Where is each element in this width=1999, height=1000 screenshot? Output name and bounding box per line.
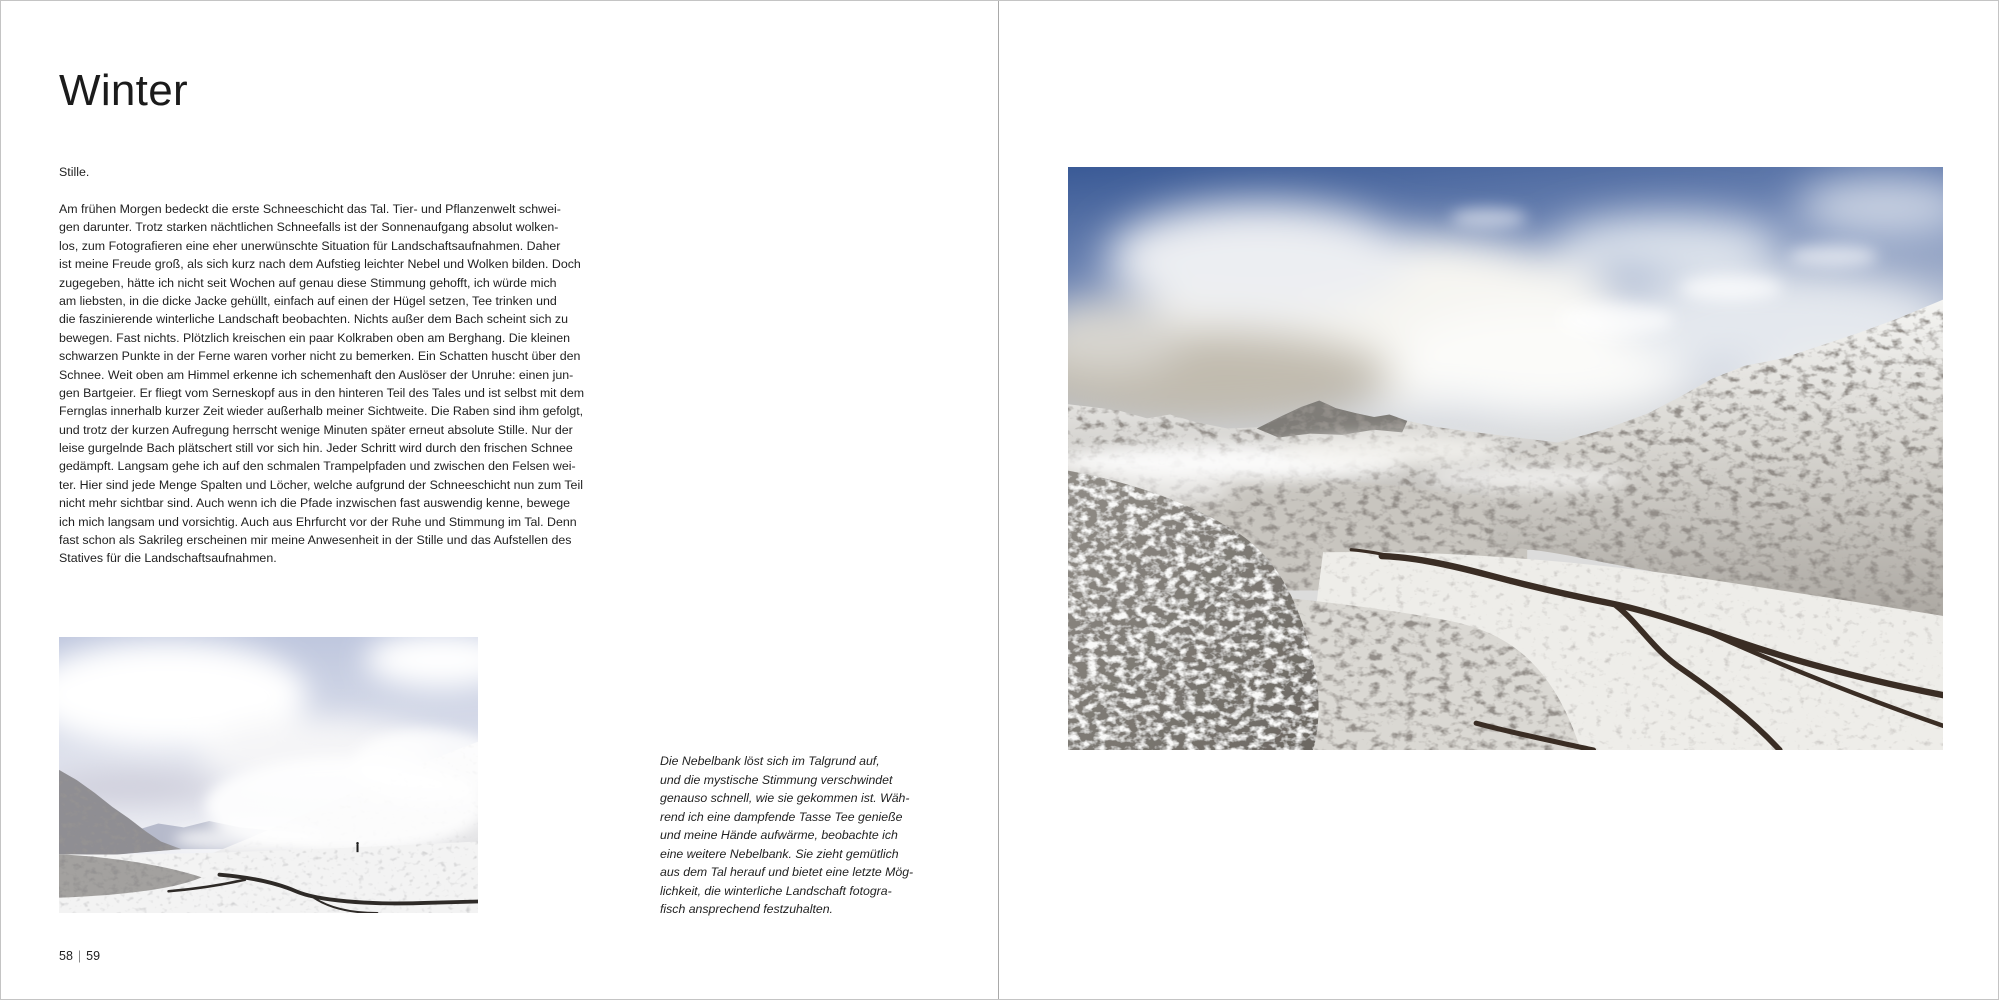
body-text-line: nicht mehr sichtbar sind. Auch wenn ich die Pfade inzwischen fast auswendig kenne, bewege	[59, 496, 571, 511]
caption-line: und meine Hände aufwärme, beobachte ich	[660, 828, 898, 842]
caption-line: aus dem Tal herauf und bietet eine letzte Mög-	[660, 865, 914, 879]
caption-line: fisch ansprechend festzuhalten.	[660, 902, 833, 916]
photo-fog-valley	[59, 637, 478, 913]
body-text-line: ter. Hier sind jede Menge Spalten und Löcher, welche aufgrund der Schneeschicht nun zum Teil	[59, 477, 583, 492]
body-text-line: leise gurgelnde Bach plätschert still vor sich hin. Jeder Schritt wird durch den frischen Schnee	[59, 441, 573, 456]
snowy-valley-image	[1068, 167, 1943, 750]
body-text-line: Fernglas innerhalb kurzer Zeit wieder außerhalb meiner Sichtweite. Die Raben sind ihm gefolgt,	[59, 404, 584, 419]
body-text-line: gen darunter. Trotz starken nächtlichen Schneefalls ist der Sonnenaufgang absolut wolken-	[59, 220, 559, 235]
page-number-right: 59	[86, 949, 101, 963]
page-number-separator: |	[77, 949, 82, 963]
body-text-line: Schnee. Weit oben am Himmel erkenne ich schemenhaft den Auslöser der Unruhe: einen jun-	[59, 367, 574, 382]
photo-caption	[660, 752, 960, 919]
body-text-line: ich mich langsam und vorsichtig. Auch aus Ehrfurcht vor der Ruhe und Stimmung im Tal. Denn	[59, 514, 577, 529]
body-text-line: gen Bartgeier. Er fliegt vom Serneskopf aus in den hinteren Teil des Tales und ist selbst mit dem	[59, 385, 585, 400]
body-text-line: die faszinierende winterliche Landschaft beobachten. Nichts außer dem Bach scheint sich zu	[59, 312, 568, 327]
body-text-line: fast schon als Sakrileg erscheinen mir meine Anwesenheit in der Stille und das Aufstellen des	[59, 533, 572, 548]
body-text-line: ist meine Freude groß, als sich kurz nach dem Aufstieg leichter Nebel und Wolken bilden. Doch	[59, 257, 581, 272]
caption-line: rend ich eine dampfende Tasse Tee genieße	[660, 809, 903, 824]
hiker-figure	[356, 842, 359, 852]
page-right	[999, 1, 1998, 999]
body-text-line: am liebsten, in die dicke Jacke gehüllt, einfach auf einen der Hügel setzen, Tee trinken und	[59, 293, 557, 308]
page-numbers	[59, 947, 100, 965]
body-text-line: bewegen. Fast nichts. Plötzlich kreischen ein paar Kolkraben oben am Berghang. Die kleinen	[59, 330, 571, 345]
caption-line: Die Nebelbank löst sich im Talgrund auf,	[660, 754, 880, 768]
caption-line: lichkeit, die winterliche Landschaft fotogra-	[660, 883, 892, 898]
body-text-line: Am frühen Morgen bedeckt die erste Schneeschicht das Tal. Tier- und Pflanzenwelt schwei-	[59, 202, 561, 216]
body-text-line: und trotz der kurzen Aufregung herrscht wenige Minuten später erneut absolute Stille. Nur der	[59, 422, 573, 437]
chapter-title: Winter	[59, 66, 188, 115]
body-text	[59, 200, 669, 568]
page-number-left: 58	[59, 949, 73, 963]
body-text-line: schwarzen Punkte in der Ferne waren vorher nicht zu bemerken. Ein Schatten huscht über den	[59, 349, 581, 364]
caption-line: eine weitere Nebelbank. Sie zieht gemütlich	[660, 846, 899, 861]
fog-valley-image	[59, 637, 478, 913]
intro-line: Stille.	[59, 165, 90, 179]
body-text-line: gedämpft. Langsam gehe ich auf den schmalen Trampelpfaden und zwischen den Felsen wei-	[59, 459, 576, 474]
body-text-line: Statives für die Landschaftsaufnahmen.	[59, 551, 277, 566]
caption-line: und die mystische Stimmung verschwindet	[660, 772, 893, 787]
body-text-line: zugegeben, hätte ich nicht seit Wochen auf genau diese Stimmung gehofft, ich würde mich	[59, 275, 557, 290]
body-text-line: los, zum Fotografieren eine eher unerwünschte Situation für Landschaftsaufnahmen. Daher	[59, 238, 561, 253]
photo-snowy-valley	[1068, 167, 1943, 750]
caption-line: genauso schnell, wie sie gekommen ist. Wäh-	[660, 791, 910, 805]
page-left	[1, 1, 998, 999]
